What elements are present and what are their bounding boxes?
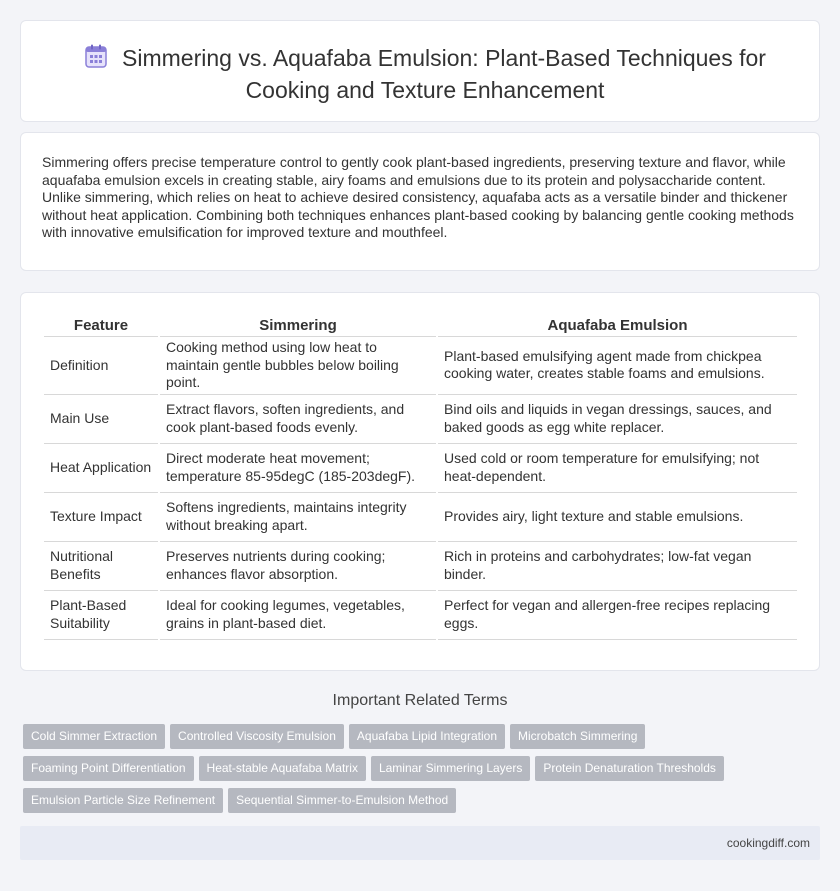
aquafaba-cell: Plant-based emulsifying agent made from chickpea cooking water, creates stable foams and emulsions. — [438, 338, 797, 395]
table-row — [44, 338, 797, 395]
related-term-tag[interactable]: Heat-stable Aquafaba Matrix — [199, 756, 366, 781]
table-row — [44, 592, 797, 640]
simmering-cell: Softens ingredients, maintains integrity without breaking apart. — [160, 494, 436, 542]
aquafaba-cell: Used cold or room temperature for emulsifying; not heat-dependent. — [438, 445, 797, 493]
footer — [20, 826, 820, 860]
aquafaba-cell: Rich in proteins and carbohydrates; low-fat vegan binder. — [438, 543, 797, 591]
feature-cell: Nutritional Benefits — [44, 543, 158, 591]
comparison-card — [20, 292, 820, 671]
related-term-tag[interactable]: Sequential Simmer-to-Emulsion Method — [228, 788, 456, 813]
header-aquafaba: Aquafaba Emulsion — [438, 317, 797, 337]
table-header-row — [44, 317, 797, 337]
page-title — [61, 43, 789, 105]
intro-card — [20, 132, 820, 271]
intro-paragraph: Simmering offers precise temperature control to gently cook plant-based ingredients, preserving texture and flavor, while aquafaba emulsion excels in creating stable, airy foams and emulsions due to its protein and polysaccharide content. Unlike simmering, which relies on heat to achieve desired consistency, aquafaba acts as a versatile binder and thickener without heat application. Combining both techniques enhances plant-based cooking by balancing gentle cooking methods with innovative emulsification for improved texture and mouthfeel. — [42, 154, 794, 241]
header-feature: Feature — [44, 317, 158, 337]
simmering-cell: Preserves nutrients during cooking; enhances flavor absorption. — [160, 543, 436, 591]
table-row — [44, 494, 797, 542]
related-term-tag[interactable]: Microbatch Simmering — [510, 724, 645, 749]
related-term-tag[interactable]: Laminar Simmering Layers — [371, 756, 530, 781]
aquafaba-cell: Bind oils and liquids in vegan dressings, sauces, and baked goods as egg white replacer. — [438, 396, 797, 444]
simmering-cell: Cooking method using low heat to maintain gentle bubbles below boiling point. — [160, 338, 436, 395]
feature-cell: Texture Impact — [44, 494, 158, 542]
table-row — [44, 543, 797, 591]
title-text: Simmering vs. Aquafaba Emulsion: Plant-Based Techniques for Cooking and Texture Enhancement — [122, 45, 766, 103]
related-term-tag[interactable]: Cold Simmer Extraction — [23, 724, 165, 749]
comparison-table — [42, 316, 799, 641]
feature-cell: Heat Application — [44, 445, 158, 493]
related-term-tag[interactable]: Foaming Point Differentiation — [23, 756, 194, 781]
feature-cell: Definition — [44, 338, 158, 395]
aquafaba-cell: Perfect for vegan and allergen-free recipes replacing eggs. — [438, 592, 797, 640]
related-term-tag[interactable]: Aquafaba Lipid Integration — [349, 724, 505, 749]
feature-cell: Main Use — [44, 396, 158, 444]
table-row — [44, 445, 797, 493]
feature-cell: Plant-Based Suitability — [44, 592, 158, 640]
footer-site-link[interactable]: cookingdiff.com — [726, 836, 810, 850]
calendar-icon — [84, 43, 108, 76]
related-term-tag[interactable]: Protein Denaturation Thresholds — [535, 756, 724, 781]
related-terms-list — [23, 724, 823, 820]
simmering-cell: Ideal for cooking legumes, vegetables, grains in plant-based diet. — [160, 592, 436, 640]
title-card — [20, 20, 820, 122]
table-row — [44, 396, 797, 444]
simmering-cell: Direct moderate heat movement; temperature 85-95degC (185-203degF). — [160, 445, 436, 493]
simmering-cell: Extract flavors, soften ingredients, and cook plant-based foods evenly. — [160, 396, 436, 444]
related-term-tag[interactable]: Emulsion Particle Size Refinement — [23, 788, 223, 813]
header-simmering: Simmering — [160, 317, 436, 337]
aquafaba-cell: Provides airy, light texture and stable emulsions. — [438, 494, 797, 542]
related-term-tag[interactable]: Controlled Viscosity Emulsion — [170, 724, 344, 749]
related-terms-heading: Important Related Terms — [332, 692, 508, 709]
